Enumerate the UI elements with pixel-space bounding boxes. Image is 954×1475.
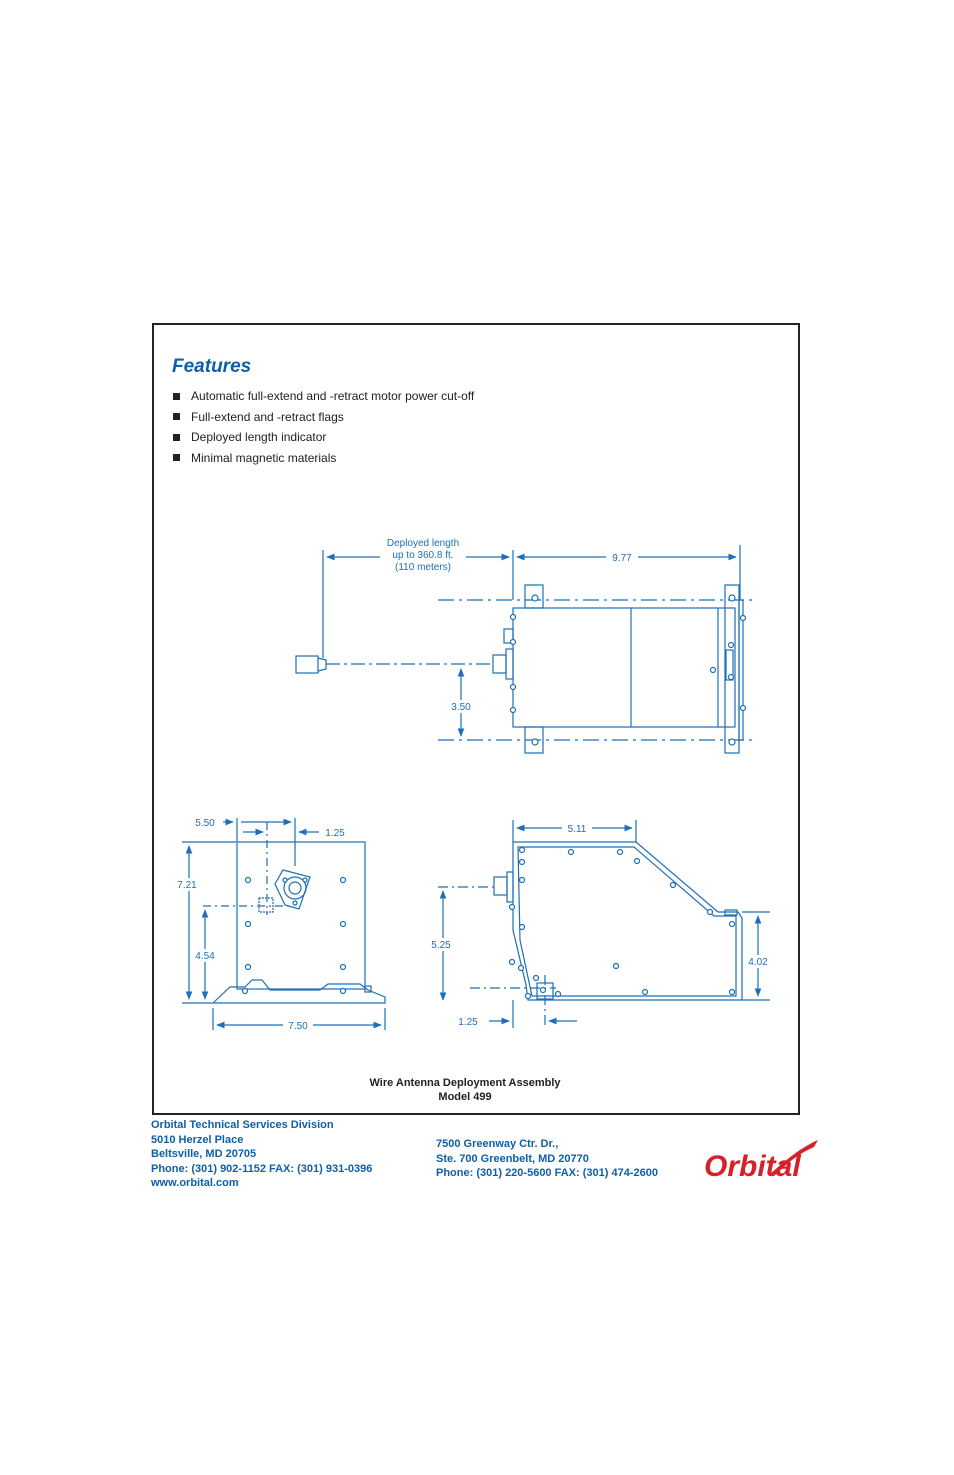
drawing-caption-title: Wire Antenna Deployment Assembly <box>369 1077 561 1089</box>
address-left: Orbital Technical Services Division 5010 Herzel Place Beltsville, MD 20705 Phone: (301) 902-1152 FAX: (301) 931-0396 www.orbital.com <box>151 1119 373 1189</box>
dim-front-h1: 7.21 <box>177 880 197 891</box>
dim-side-h2: 4.02 <box>748 957 768 968</box>
dim-front-b: 1.25 <box>325 828 345 839</box>
address-right: 7500 Greenway Ctr. Dr., Ste. 700 Greenbelt, MD 20770 Phone: (301) 220-5600 FAX: (301) 474-2600 <box>436 1138 658 1179</box>
side-view <box>428 820 772 1028</box>
deployed-length-label: (110 meters) <box>395 562 451 573</box>
features-heading: Features <box>172 356 252 377</box>
deployed-length-label: Deployed length <box>386 538 460 549</box>
dim-side-h1: 5.25 <box>431 940 451 951</box>
dim-front-a: 5.50 <box>195 818 215 829</box>
dim-top-width: 9.77 <box>612 553 632 564</box>
front-view <box>173 818 385 1032</box>
dim-top-height: 3.50 <box>451 702 471 713</box>
deployed-length-label: up to 360.8 ft. <box>392 550 454 561</box>
logo-wordmark: Orbital <box>704 1150 801 1182</box>
feature-item: Full-extend and -retract flags <box>173 407 474 428</box>
top-view <box>296 538 752 753</box>
dim-front-w: 7.50 <box>288 1021 308 1032</box>
feature-item: Automatic full-extend and -retract motor power cut-off <box>173 386 474 407</box>
orbital-logo <box>700 1138 822 1182</box>
dim-side-w: 5.11 <box>567 824 587 835</box>
feature-item: Deployed length indicator <box>173 427 474 448</box>
feature-item: Minimal magnetic materials <box>173 448 474 469</box>
dim-side-b: 1.25 <box>458 1017 478 1028</box>
drawing-caption-model: Model 499 <box>438 1091 492 1103</box>
dim-front-h2: 4.54 <box>195 951 215 962</box>
website-link[interactable]: www.orbital.com <box>151 1177 239 1189</box>
